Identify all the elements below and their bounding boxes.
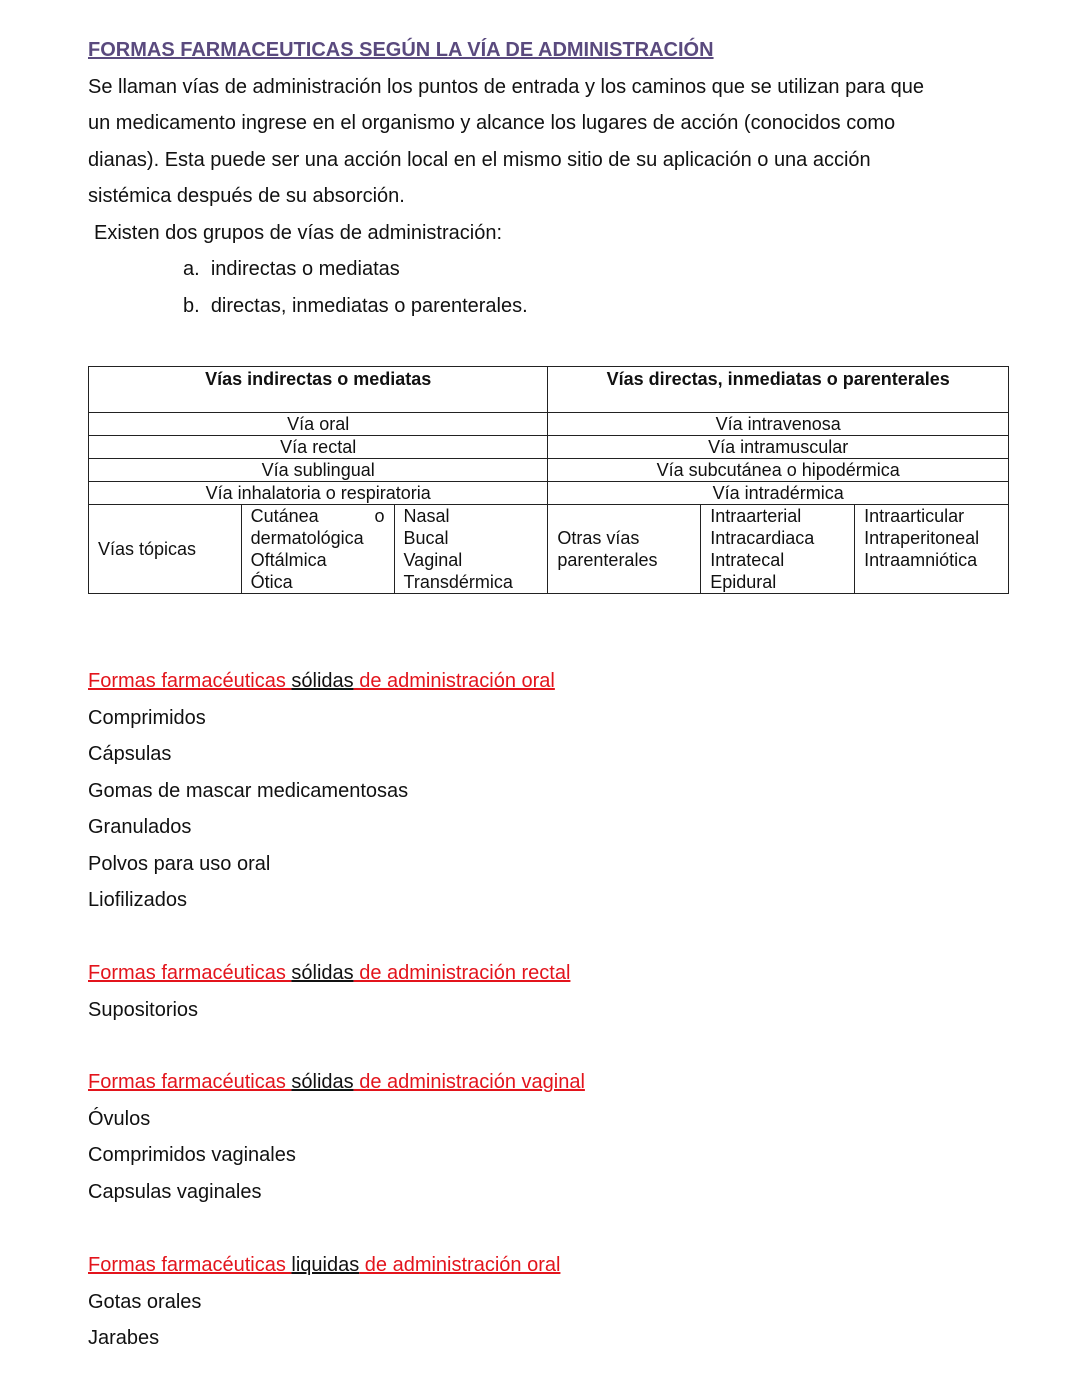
intro-line: Se llaman vías de administración los puntos de entrada y los caminos que se utilizan para que (88, 76, 925, 98)
routes-table (88, 366, 1009, 594)
list-item: Liofilizados (88, 889, 187, 911)
cell: Vía subcutánea o hipodérmica (548, 459, 1009, 482)
list-item: Polvos para uso oral (88, 852, 271, 875)
intro-line: sistémica después de su absorción. (88, 185, 405, 207)
otras-label: Otras vías parenterales (548, 505, 701, 594)
cell: Vía intradérmica (548, 482, 1009, 505)
list-marker: b. (183, 295, 200, 317)
section-heading: Formas farmacéuticas sólidas de administración oral (88, 670, 555, 692)
topicas-col1: Cutánea o dermatológica Oftálmica Ótica (241, 505, 394, 594)
list-item: Óvulos (88, 1107, 151, 1130)
cell: Vía intravenosa (548, 413, 1009, 436)
cell: Vía sublingual (89, 459, 548, 482)
list-item: Granulados (88, 816, 192, 838)
topicas-col2: Nasal Bucal Vaginal Transdérmica (394, 505, 548, 594)
cell: Vía inhalatoria o respiratoria (89, 482, 548, 505)
section-heading: Formas farmacéuticas liquidas de administración oral (88, 1254, 561, 1276)
list-item: Comprimidos vaginales (88, 1144, 296, 1166)
cell: Vía intramuscular (548, 436, 1009, 459)
otras-col2: Intraarticular Intraperitoneal Intraamniótica (855, 505, 1009, 594)
list-item: Jarabes (88, 1327, 160, 1349)
list-item: Cápsulas (88, 743, 172, 765)
header-direct: Vías directas, inmediatas o parenterales (548, 367, 1009, 413)
list-item: Supositorios (88, 998, 199, 1021)
list-item: Gomas de mascar medicamentosas (88, 779, 409, 802)
cell: Vía oral (89, 413, 548, 436)
section-heading: Formas farmacéuticas sólidas de administración vaginal (88, 1071, 585, 1093)
list-text: directas, inmediatas o parenterales. (210, 295, 528, 317)
header-indirect: Vías indirectas o mediatas (89, 367, 548, 413)
list-item: Capsulas vaginales (88, 1180, 262, 1203)
list-item (183, 294, 528, 318)
list-text: indirectas o mediatas (210, 258, 400, 280)
intro-line: un medicamento ingrese en el organismo y alcance los lugares de acción (conocidos como (88, 112, 896, 134)
section-heading: Formas farmacéuticas sólidas de administración rectal (88, 962, 571, 984)
list-marker: a. (183, 258, 200, 280)
otras-col1: Intraarterial Intracardiaca Intratecal Epidural (701, 505, 855, 594)
list-item: Comprimidos (88, 706, 206, 729)
groups-intro: Existen dos grupos de vías de administración: (94, 222, 502, 244)
intro-line: dianas). Esta puede ser una acción local en el mismo sitio de su aplicación o una acción (88, 149, 871, 171)
page-title: FORMAS FARMACEUTICAS SEGÚN LA VÍA DE ADMINISTRACIÓN (88, 39, 714, 61)
cell: Vía rectal (89, 436, 548, 459)
list-item: Gotas orales (88, 1290, 202, 1313)
topicas-label: Vías tópicas (89, 505, 242, 594)
list-item (183, 257, 400, 281)
